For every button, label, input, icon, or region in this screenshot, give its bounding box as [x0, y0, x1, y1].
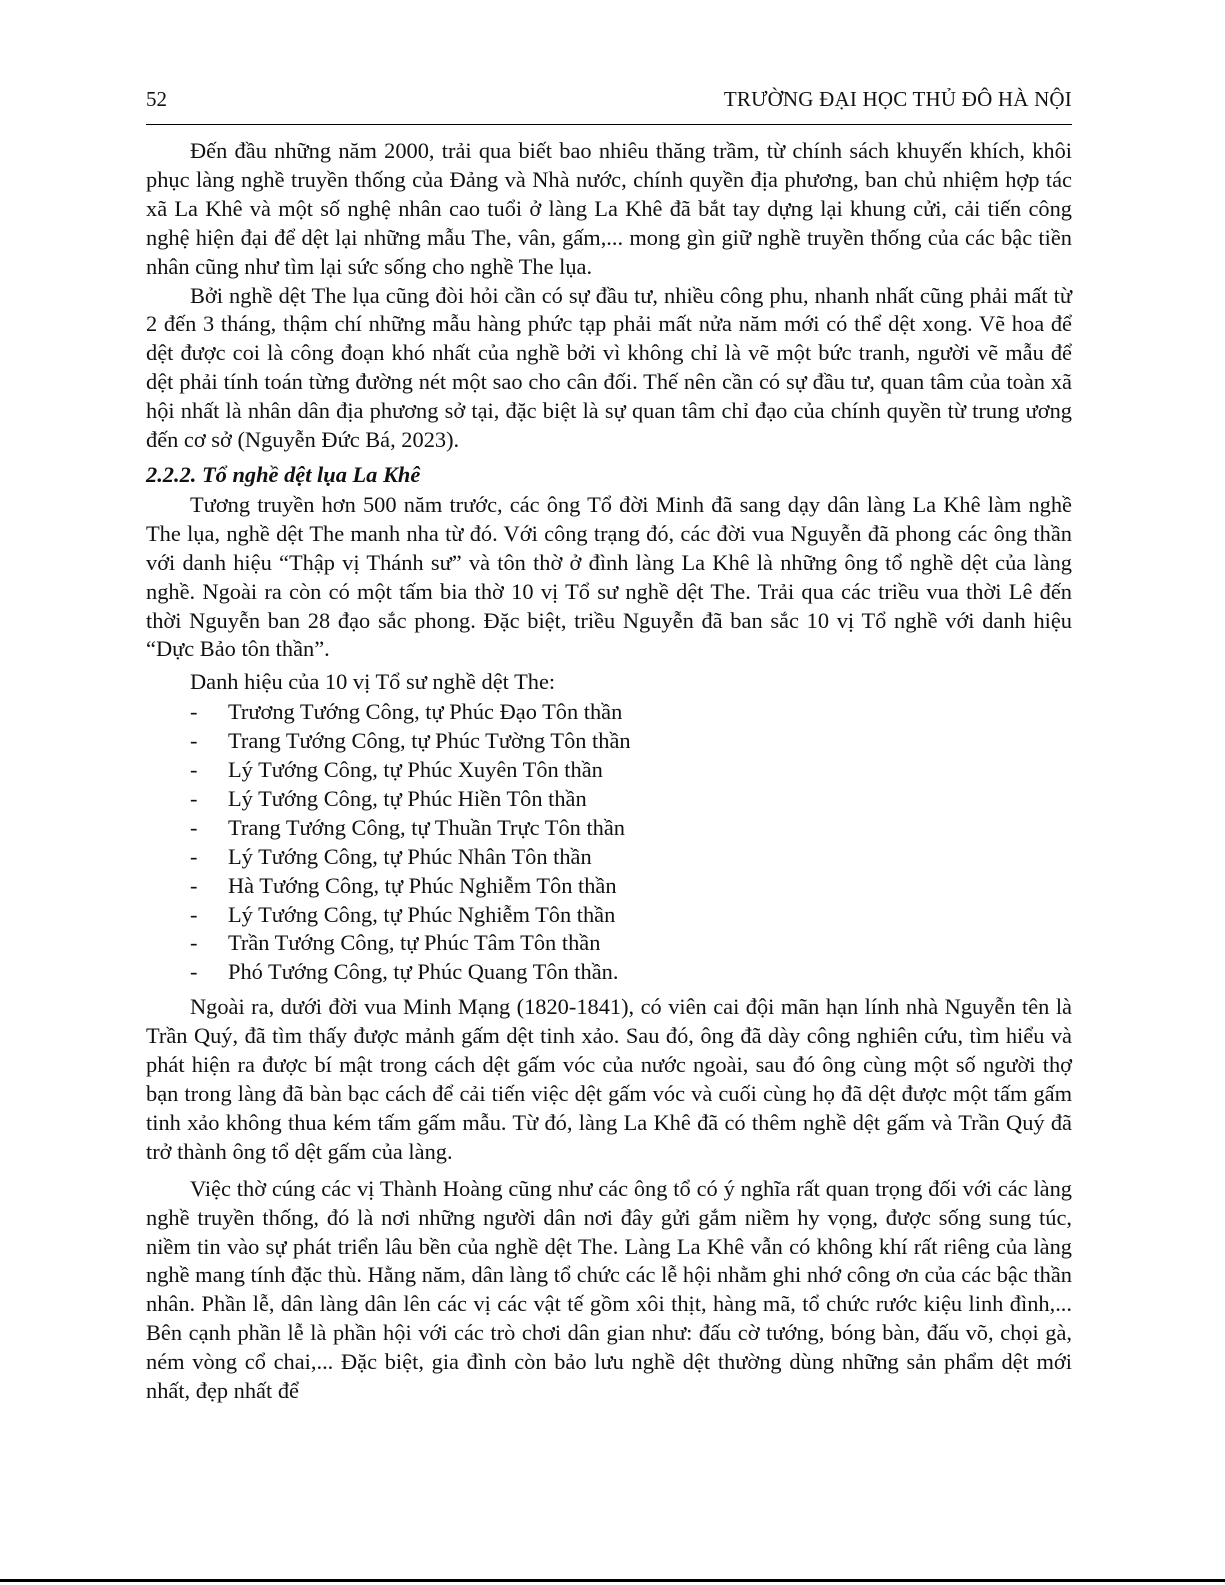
list-item: [146, 785, 1072, 814]
list-item: [146, 872, 1072, 901]
list-item: [146, 814, 1072, 843]
paragraph-4: Ngoài ra, dưới đời vua Minh Mạng (1820-1841), có viên cai đội mãn hạn lính nhà Nguyễn tên là Trần Quý, đã tìm thấy được mảnh gấm dệt tinh xảo. Sau đó, ông đã dày công nghiên cứu, tìm hiểu và phát hiện ra được bí mật trong cách dệt gấm vóc của nước ngoài, sau đó ông cùng một số người thợ bạn trong làng đã bàn bạc cách để cải tiến việc dệt gấm vóc và cuối cùng họ đã dệt được một tấm gấm tinh xảo không thua kém tấm gấm mẫu. Từ đó, làng La Khê đã có thêm nghề dệt gấm và Trần Quý đã trở thành ông tổ dệt gấm của làng.: [146, 994, 1072, 1164]
list-dash: -: [190, 699, 198, 725]
list-item: [146, 901, 1072, 930]
list-item: [146, 727, 1072, 756]
list-dash: -: [190, 785, 198, 811]
article-body: [146, 137, 1072, 1406]
list-dash: -: [190, 814, 198, 840]
list-item-text: Lý Tướng Công, tự Phúc Nghiễm Tôn thần: [228, 901, 616, 927]
list-item-text: Trang Tướng Công, tự Phúc Tường Tôn thần: [228, 728, 631, 754]
list-item: [146, 756, 1072, 785]
list-dash: -: [190, 843, 198, 869]
list-item-text: Phó Tướng Công, tự Phúc Quang Tôn thần.: [228, 959, 619, 985]
list-item-text: Hà Tướng Công, tự Phúc Nghiễm Tôn thần: [228, 872, 617, 898]
list-item-text: Trần Tướng Công, tự Phúc Tâm Tôn thần: [228, 930, 601, 956]
page-number: 52: [146, 87, 167, 111]
list-dash: -: [190, 757, 198, 783]
list-dash: -: [190, 872, 198, 898]
list-item: [146, 958, 1072, 987]
ancestor-list: [146, 698, 1072, 987]
section-heading: 2.2.2. Tổ nghề dệt lụa La Khê: [146, 461, 421, 487]
list-item-text: Trương Tướng Công, tự Phúc Đạo Tôn thần: [228, 699, 623, 725]
list-item: [146, 843, 1072, 872]
list-item: [146, 929, 1072, 958]
list-dash: -: [190, 930, 198, 956]
journal-name: TRƯỜNG ĐẠI HỌC THỦ ĐÔ HÀ NỘI: [723, 87, 1072, 111]
list-item: [146, 698, 1072, 727]
list-item-text: Trang Tướng Công, tự Thuần Trực Tôn thần: [228, 814, 625, 840]
list-intro: Danh hiệu của 10 vị Tổ sư nghề dệt The:: [190, 669, 556, 695]
list-item-text: Lý Tướng Công, tự Phúc Xuyên Tôn thần: [228, 757, 603, 783]
paragraph-3: Tương truyền hơn 500 năm trước, các ông Tổ đời Minh đã sang dạy dân làng La Khê làm nghề The lụa, nghề dệt The manh nha từ đó. Với công trạng đó, các đời vua Nguyễn đã phong các ông thần với danh hiệu “Thập vị Thánh sư” và tôn thờ ở đình làng La Khê là những ông tổ nghề dệt của làng nghề. Ngoài ra còn có một tấm bia thờ 10 vị Tổ sư nghề dệt The. Trải qua các triều vua thời Lê đến thời Nguyễn ban 28 đạo sắc phong. Đặc biệt, triều Nguyễn đã ban sắc 10 vị Tổ nghề với danh hiệu “Dực Bảo tôn thần”.: [146, 491, 1072, 662]
list-item-text: Lý Tướng Công, tự Phúc Hiền Tôn thần: [228, 785, 587, 811]
paragraph-2: Bởi nghề dệt The lụa cũng đòi hỏi cần có sự đầu tư, nhiều công phu, nhanh nhất cũng phải mất từ 2 đến 3 tháng, thậm chí những mẫu hàng phức tạp phải mất nửa năm mới có thể dệt xong. Vẽ hoa để dệt được coi là công đoạn khó nhất của nghề bởi vì không chỉ là vẽ một bức tranh, người vẽ mẫu để dệt phải tính toán từng đường nét một sao cho cân đối. Thế nên cần có sự đầu tư, quan tâm của toàn xã hội nhất là nhân dân địa phương sở tại, đặc biệt là sự quan tâm chỉ đạo của chính quyền từ trung ương đến cơ sở (Nguyễn Đức Bá, 2023).: [146, 282, 1072, 453]
paragraph-5: Việc thờ cúng các vị Thành Hoàng cũng như các ông tổ có ý nghĩa rất quan trọng đối với các làng nghề truyền thống, đó là nơi những người dân nơi đây gửi gắm niềm hy vọng, được sống sung túc, niềm tin vào sự phát triển lâu bền của nghề dệt The. Làng La Khê vẫn có không khí rất riêng của làng nghề mang tính đặc thù. Hằng năm, dân làng tổ chức các lễ hội nhằm ghi nhớ công ơn của các bậc thần nhân. Phần lễ, dân làng dân lên các vị các vật tế gồm xôi thịt, hàng mã, tổ chức rước kiệu linh đình,... Bên cạnh phần lễ là phần hội với các trò chơi dân gian như: đấu cờ tướng, bóng bàn, đấu võ, chọi gà, ném vòng cổ chai,... Đặc biệt, gia đình còn bảo lưu nghề dệt thường dùng những sản phẩm dệt mới nhất, đẹp nhất để: [146, 1175, 1072, 1404]
page-header: [146, 84, 1072, 125]
list-item-text: Lý Tướng Công, tự Phúc Nhân Tôn thần: [228, 843, 592, 869]
paragraph-1: Đến đầu những năm 2000, trải qua biết bao nhiêu thăng trầm, từ chính sách khuyến khích, khôi phục làng nghề truyền thống của Đảng và Nhà nước, chính quyền địa phương, ban chủ nhiệm hợp tác xã La Khê và một số nghệ nhân cao tuổi ở làng La Khê đã bắt tay dựng lại khung cửi, cải tiến công nghệ hiện đại để dệt lại những mẫu The, vân, gấm,... mong gìn giữ nghề truyền thống của các bậc tiền nhân cũng như tìm lại sức sống cho nghề The lụa.: [146, 138, 1072, 279]
bottom-rule: [0, 1579, 1225, 1582]
list-dash: -: [190, 901, 198, 927]
list-dash: -: [190, 728, 198, 754]
list-dash: -: [190, 959, 198, 985]
